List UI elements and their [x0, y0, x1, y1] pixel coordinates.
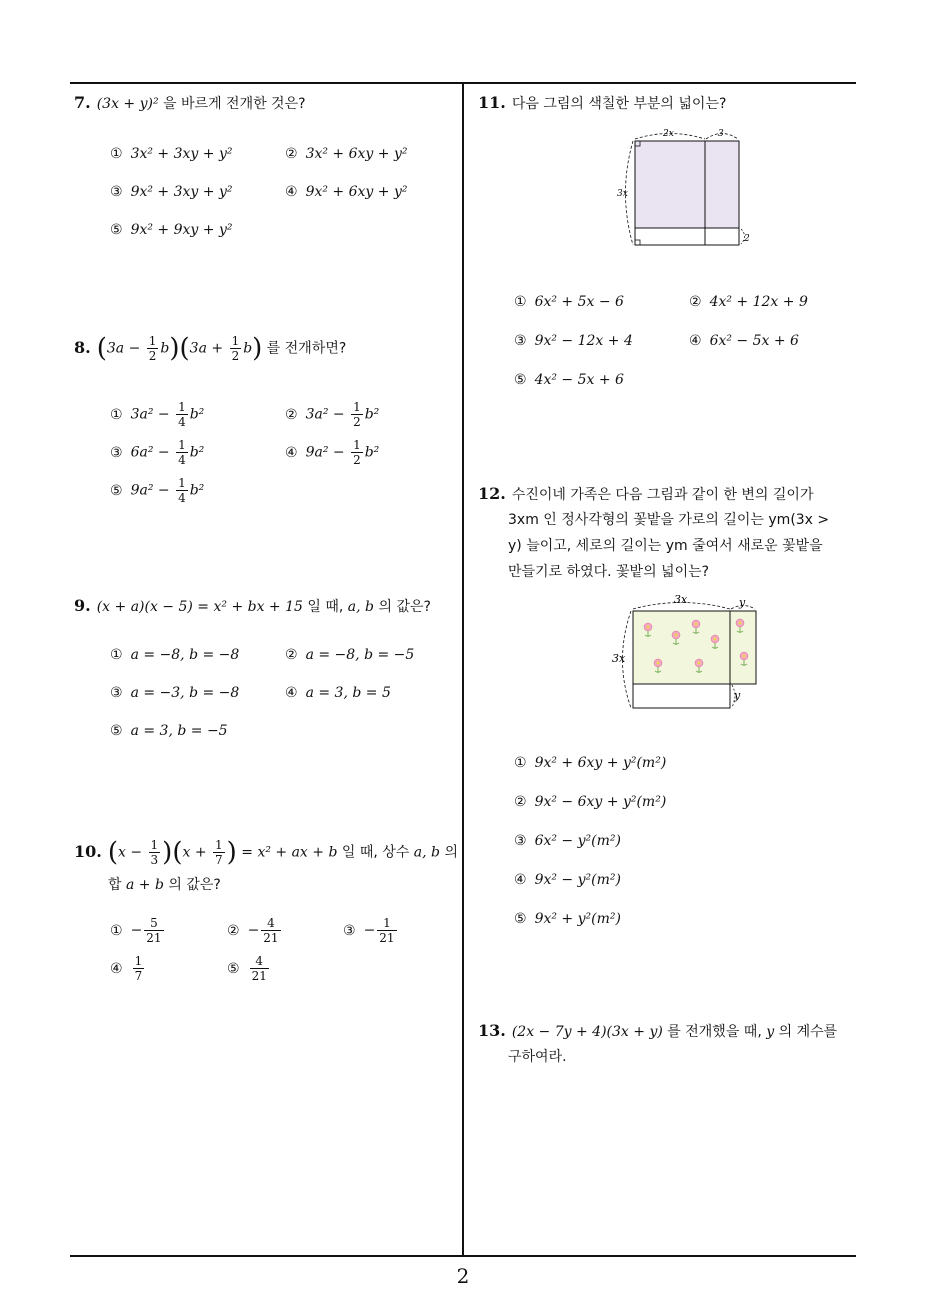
label-left: 3x	[617, 189, 628, 199]
choice-2[interactable]	[285, 146, 407, 162]
page-number: 2	[456, 1264, 470, 1288]
question-12-line-3: y) 늘이고, 세로의 길이는 ym 줄여서 새로운 꽃밭을	[508, 538, 823, 554]
question-12	[478, 481, 813, 508]
choice-2[interactable]: ② 9x² − 6xy + y²(m²)	[514, 794, 667, 810]
shaded-region-left	[635, 141, 705, 228]
question-var: y	[766, 1024, 775, 1040]
question-13-line-2: 구하여라.	[508, 1049, 567, 1065]
question-number: 13.	[478, 1021, 506, 1040]
choice-4[interactable]	[285, 184, 407, 200]
question-12-line-2: 3xm 인 정사각형의 꽃밭을 가로의 길이는 ym(3x >	[508, 512, 830, 528]
question-text: 의 계수를	[774, 1024, 838, 1040]
choice-marker: ⑤	[110, 222, 123, 238]
question-text: 을 바르게 전개한 것은?	[158, 96, 306, 112]
fraction: $\frac{1}{2}$	[231, 334, 240, 363]
question-text: 일 때,	[302, 599, 348, 615]
label-right: y	[734, 689, 741, 702]
choice-1[interactable]: ① − $\frac{5}{21}$	[110, 916, 162, 945]
fraction: $\frac{1}{2}$	[148, 334, 157, 363]
question-10-line-2: 합 a + b 의 값은?	[108, 877, 221, 893]
question-text: 의 값은?	[374, 599, 431, 615]
question-text: 를 전개하면?	[262, 340, 347, 357]
choice-marker: ④	[285, 184, 298, 200]
question-12-line-4: 만들기로 하였다. 꽃밭의 넓이는?	[508, 564, 710, 580]
choice-2[interactable]: ② − $\frac{4}{21}$	[227, 916, 279, 945]
question-7	[74, 90, 306, 117]
question-9	[74, 593, 431, 620]
choice-3[interactable]: ③ 6x² − y²(m²)	[514, 833, 621, 849]
choice-4[interactable]: ④ 9x² − y²(m²)	[514, 872, 621, 888]
question-expression: (x + a)(x − 5) = x² + bx + 15	[96, 599, 303, 615]
label-top-right: 3	[718, 129, 724, 139]
choice-5[interactable]: ⑤ 4x² − 5x + 6	[514, 372, 624, 388]
question-text: 다음 그림의 색칠한 부분의 넓이는?	[511, 96, 727, 112]
choice-4[interactable]: ④ 6x² − 5x + 6	[689, 333, 799, 349]
choice-5[interactable]: ⑤ a = 3, b = −5	[110, 723, 228, 739]
choice-1[interactable]: ① a = −8, b = −8	[110, 647, 240, 663]
choice-marker: ①	[110, 146, 123, 162]
choice-value: 9x² + 9xy + y²	[130, 222, 233, 238]
label-left: 3x	[612, 652, 626, 665]
choice-5[interactable]: ⑤ $\frac{4}{21}$	[227, 954, 267, 983]
question-vars: a, b	[347, 599, 375, 615]
q12-figure	[606, 592, 766, 714]
choice-3[interactable]	[110, 184, 232, 200]
label-top-left: 2x	[663, 129, 674, 139]
choice-4[interactable]: ④ $\frac{1}{7}$	[110, 954, 143, 983]
choice-2[interactable]: ② 4x² + 12x + 9	[689, 294, 808, 310]
term: 3a −	[106, 340, 145, 357]
choice-5[interactable]: ⑤ 9x² + y²(m²)	[514, 911, 621, 927]
question-text: 를 전개했을 때,	[662, 1024, 767, 1040]
label-top-right: y	[739, 596, 746, 609]
choice-1[interactable]: ① 9x² + 6xy + y²(m²)	[514, 755, 667, 771]
choice-value: 3x² + 6xy + y²	[305, 146, 408, 162]
question-number: 9.	[74, 596, 91, 615]
question-text: 수진이네 가족은 다음 그림과 같이 한 변의 길이가	[511, 487, 814, 503]
column-divider	[462, 83, 464, 1256]
choice-2[interactable]: ② 3a² − $\frac{1}{2}$ b²	[285, 400, 380, 429]
question-13	[478, 1018, 837, 1045]
label-top: 3x	[674, 593, 688, 606]
shaded-region-right	[705, 141, 739, 228]
choice-4[interactable]: ④ 9a² − $\frac{1}{2}$ b²	[285, 438, 380, 467]
choice-1[interactable]: ① 6x² + 5x − 6	[514, 294, 624, 310]
choice-3[interactable]: ③ 6a² − $\frac{1}{4}$ b²	[110, 438, 205, 467]
question-number: 10.	[74, 841, 102, 861]
choice-1[interactable]: ① 3a² − $\frac{1}{4}$ b²	[110, 400, 205, 429]
question-number: 12.	[478, 484, 506, 503]
choice-3[interactable]: ③ 9x² − 12x + 4	[514, 333, 633, 349]
question-number: 11.	[478, 93, 506, 112]
choice-1[interactable]	[110, 146, 232, 162]
question-11	[478, 90, 726, 117]
question-number: 8.	[74, 337, 91, 357]
choice-5[interactable]: ⑤ 9a² − $\frac{1}{4}$ b²	[110, 476, 205, 505]
question-10: 10. (x − $\frac{1}{3}$ )(x + $\frac{1}{7}$ ) = x² + ax + b 일 때, 상수 a, b 의	[74, 837, 458, 868]
term: b	[160, 340, 170, 357]
choice-4[interactable]: ④ a = 3, b = 5	[285, 685, 391, 701]
label-right: 2	[744, 234, 750, 244]
choice-5[interactable]	[110, 222, 232, 238]
question-expression: (3x + y)²	[96, 96, 159, 112]
choice-2[interactable]: ② a = −8, b = −5	[285, 647, 415, 663]
choice-value: 9x² + 6xy + y²	[305, 184, 408, 200]
choice-3[interactable]: ③ − $\frac{1}{21}$	[343, 916, 395, 945]
term: 3a +	[189, 340, 228, 357]
choice-marker: ②	[285, 146, 298, 162]
choice-3[interactable]: ③ a = −3, b = −8	[110, 685, 240, 701]
term: b	[243, 340, 253, 357]
choice-value: 3x² + 3xy + y²	[130, 146, 233, 162]
question-8: 8. (3a − $\frac{1}{2}$ b)(3a + $\frac{1}{2}$ b) 를 전개하면?	[74, 333, 347, 364]
choice-value: 9x² + 3xy + y²	[130, 184, 233, 200]
q11-figure	[610, 124, 760, 250]
choice-marker: ③	[110, 184, 123, 200]
question-number: 7.	[74, 93, 91, 112]
question-expression: (2x − 7y + 4)(3x + y)	[511, 1024, 663, 1040]
